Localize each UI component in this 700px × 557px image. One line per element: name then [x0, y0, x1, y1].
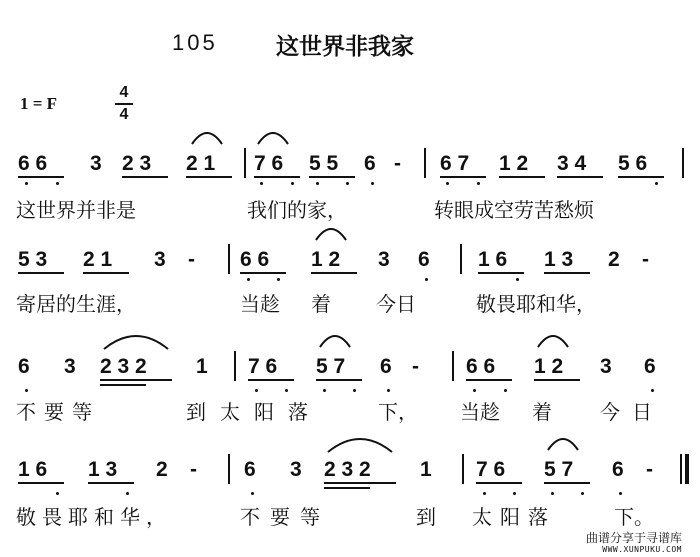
song-title: 这世界非我家	[276, 34, 414, 60]
bar-line	[462, 454, 464, 484]
note-group: 5 7	[316, 355, 346, 378]
beam	[186, 176, 232, 178]
lower-octave-dot	[504, 389, 507, 392]
lower-octave-dot	[25, 182, 28, 185]
note-group: 7 6	[476, 458, 506, 481]
lyric-text: 到太阳落	[186, 400, 322, 424]
beam	[254, 176, 300, 178]
beam	[534, 379, 580, 381]
bar-line	[244, 148, 246, 178]
note-group: 3	[290, 458, 302, 481]
lower-octave-dot	[371, 182, 374, 185]
beam	[18, 272, 64, 274]
lower-octave-dot	[323, 389, 326, 392]
lyric-text: 当趁	[240, 292, 280, 316]
slur	[190, 128, 224, 146]
slur	[102, 331, 170, 351]
slur	[536, 331, 570, 349]
bar-line	[228, 454, 230, 484]
slur	[318, 331, 352, 349]
lower-octave-dot	[477, 182, 480, 185]
lyric-text: 着	[311, 292, 331, 316]
note-group: 1	[420, 458, 432, 481]
note-group: 2 3 2	[100, 355, 147, 378]
beam	[440, 176, 486, 178]
note-group: 7 6	[248, 355, 278, 378]
note-group: 1 3	[544, 248, 574, 271]
note-group: 1 2	[499, 152, 529, 175]
bar-line	[682, 148, 684, 178]
lower-octave-dot	[446, 182, 449, 185]
lower-octave-dot	[260, 182, 263, 185]
note-group: 6 7	[440, 152, 470, 175]
note-group: -	[646, 458, 653, 481]
beam	[240, 272, 286, 274]
bar-line	[452, 351, 454, 381]
lower-octave-dot	[56, 492, 59, 495]
lower-octave-dot	[316, 182, 319, 185]
lower-octave-dot	[353, 389, 356, 392]
bar-line	[424, 148, 426, 178]
note-group: 6 6	[18, 152, 48, 175]
beam	[122, 176, 168, 178]
beam	[324, 482, 396, 484]
note-group: 6	[612, 458, 624, 481]
beam	[83, 272, 129, 274]
note-group: -	[190, 458, 197, 481]
note-group: 6	[18, 355, 30, 378]
note-group: 2 1	[83, 248, 113, 271]
note-group: -	[412, 355, 419, 378]
lyric-text: 下。	[614, 505, 654, 529]
lower-octave-dot	[285, 389, 288, 392]
note-group: 3	[154, 248, 166, 271]
lower-octave-dot	[291, 182, 294, 185]
time-signature	[114, 84, 134, 124]
note-group: 2 1	[186, 152, 216, 175]
beam	[557, 176, 603, 178]
lyric-text: 着	[532, 400, 552, 424]
beam	[18, 176, 64, 178]
note-group: 5 6	[618, 152, 648, 175]
note-group: 1 6	[478, 248, 508, 271]
note-group: -	[188, 248, 195, 271]
lower-octave-dot	[277, 278, 280, 281]
lyric-text: 今日	[600, 400, 664, 424]
final-bar-line	[685, 454, 689, 484]
lyric-text: 转眼成空劳苦愁烦	[434, 198, 594, 222]
lower-octave-dot	[251, 492, 254, 495]
note-group: -	[642, 248, 649, 271]
bar-line	[234, 351, 236, 381]
lyric-text: 下，	[378, 400, 418, 424]
note-group: 6	[644, 355, 656, 378]
lyric-text: 寄居的生涯，	[16, 292, 136, 316]
watermark-text: 曲谱分享于寻谱库	[585, 531, 682, 545]
note-group: 5 7	[544, 458, 574, 481]
beam	[544, 272, 590, 274]
note-group: 6	[244, 458, 256, 481]
note-group: 1 2	[534, 355, 564, 378]
beam	[476, 482, 522, 484]
beam	[478, 272, 524, 274]
note-group: 3	[64, 355, 76, 378]
beam	[309, 176, 355, 178]
beam	[100, 379, 172, 381]
note-group: 3	[600, 355, 612, 378]
song-number: 105	[172, 30, 218, 55]
note-group: 6	[364, 152, 376, 175]
note-group: 6 6	[240, 248, 270, 271]
lyric-text: 不要等	[16, 400, 100, 424]
note-group: 2	[608, 248, 620, 271]
slur	[256, 128, 290, 146]
lyric-text: 敬畏耶和华，	[476, 292, 596, 316]
lower-octave-dot	[247, 278, 250, 281]
lyric-text: 到	[416, 505, 436, 529]
lower-octave-dot	[425, 278, 428, 281]
lower-octave-dot	[581, 492, 584, 495]
key-signature: 1 = F	[20, 94, 58, 113]
slur	[326, 434, 394, 454]
note-group: 5 5	[309, 152, 339, 175]
beam	[248, 379, 294, 381]
slur	[546, 434, 580, 452]
note-group: 1 3	[88, 458, 118, 481]
lower-octave-dot	[25, 389, 28, 392]
beam	[100, 384, 146, 386]
bar-line	[460, 244, 462, 274]
beam	[18, 482, 64, 484]
lyric-text: 不要等	[240, 505, 330, 529]
note-group: -	[394, 152, 401, 175]
beam	[466, 379, 512, 381]
lower-octave-dot	[255, 389, 258, 392]
note-group: 6 6	[466, 355, 496, 378]
time-denominator: 4	[119, 106, 129, 123]
note-group: 2	[156, 458, 168, 481]
watermark-url: WWW.XUNPUKU.COM	[602, 545, 682, 554]
slur	[314, 224, 348, 242]
note-group: 1 2	[311, 248, 341, 271]
lyric-text: 当趁	[460, 400, 500, 424]
lower-octave-dot	[387, 389, 390, 392]
time-fraction-line	[115, 103, 133, 105]
note-group: 1 6	[18, 458, 48, 481]
bar-line	[680, 454, 682, 484]
note-group: 2 3 2	[324, 458, 371, 481]
beam	[311, 272, 357, 274]
beam	[324, 487, 370, 489]
beam	[499, 176, 545, 178]
note-group: 3 4	[557, 152, 587, 175]
note-group: 6	[380, 355, 392, 378]
time-numerator: 4	[119, 84, 129, 101]
lower-octave-dot	[126, 492, 129, 495]
note-group: 2 3	[122, 152, 152, 175]
lower-octave-dot	[655, 182, 658, 185]
lower-octave-dot	[651, 389, 654, 392]
lower-octave-dot	[56, 182, 59, 185]
lower-octave-dot	[346, 182, 349, 185]
beam	[618, 176, 664, 178]
lyric-text: 这世界并非是	[16, 198, 136, 222]
note-group: 6	[418, 248, 430, 271]
lyric-text: 今日	[376, 292, 416, 316]
lower-octave-dot	[513, 492, 516, 495]
lyric-text: 我们的家，	[247, 198, 347, 222]
note-group: 3	[378, 248, 390, 271]
note-group: 3	[90, 152, 102, 175]
lower-octave-dot	[473, 389, 476, 392]
lower-octave-dot	[619, 492, 622, 495]
beam	[544, 482, 590, 484]
bar-line	[228, 244, 230, 274]
lyric-text: 太阳落	[472, 505, 556, 529]
note-group: 1	[196, 355, 208, 378]
lower-octave-dot	[483, 492, 486, 495]
lower-octave-dot	[551, 492, 554, 495]
note-group: 5 3	[18, 248, 48, 271]
lower-octave-dot	[516, 278, 519, 281]
beam	[316, 379, 362, 381]
note-group: 7 6	[254, 152, 284, 175]
beam	[88, 482, 134, 484]
lyric-text: 敬畏耶和华，	[16, 505, 172, 529]
